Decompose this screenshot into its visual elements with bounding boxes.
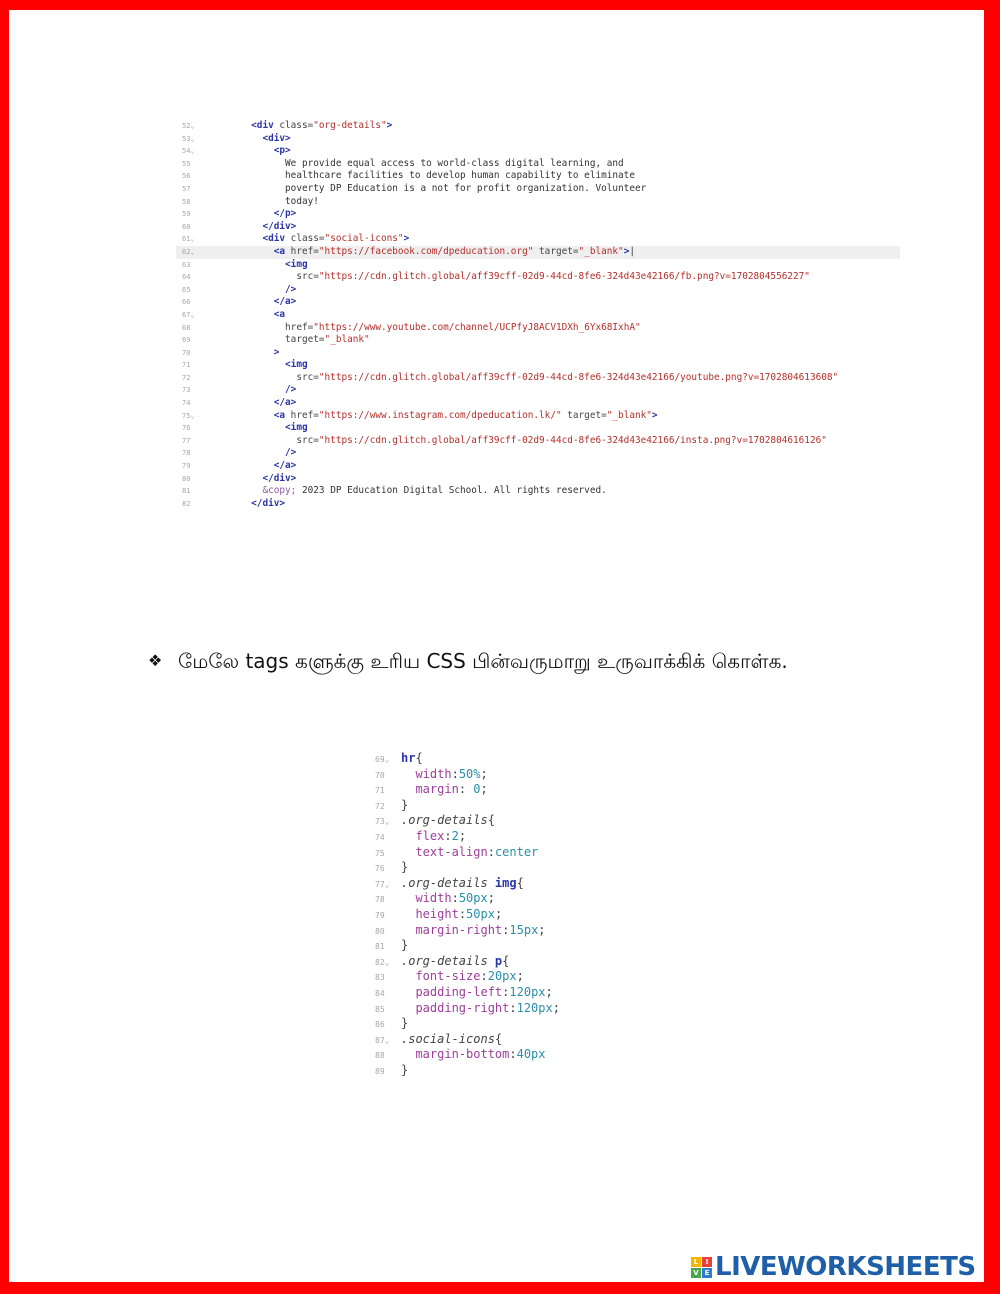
code-token: <p> xyxy=(273,145,291,157)
code-token: ; xyxy=(487,891,495,906)
line-number: 76 xyxy=(182,424,191,433)
code-token: class= xyxy=(285,233,325,245)
code-line xyxy=(373,876,633,892)
line-number: 83 xyxy=(375,973,385,983)
code-token: center xyxy=(494,844,539,859)
code-line xyxy=(176,447,900,460)
code-line xyxy=(176,296,900,309)
html-code-screenshot xyxy=(176,120,900,510)
code-line xyxy=(176,359,900,372)
code-token: </div> xyxy=(262,472,297,484)
line-number: 81 xyxy=(375,942,385,952)
line-number: 69 xyxy=(182,336,191,345)
code-line xyxy=(176,460,900,473)
code-line xyxy=(176,221,900,234)
code-token: img xyxy=(494,875,517,890)
code-line xyxy=(373,1016,633,1032)
code-line xyxy=(176,498,900,511)
code-line xyxy=(176,410,900,423)
code-token: .social-icons xyxy=(401,1031,495,1046)
code-token: { xyxy=(415,751,423,765)
line-number: 88 xyxy=(375,1051,385,1061)
code-token: } xyxy=(401,797,409,812)
code-line xyxy=(373,751,633,767)
code-token: href= xyxy=(285,245,319,257)
code-token: ; xyxy=(480,766,488,781)
line-number: 59 xyxy=(182,210,191,219)
code-token: : xyxy=(509,1047,517,1062)
code-token: </a> xyxy=(273,460,297,472)
code-token: href= xyxy=(285,321,314,333)
code-token: <div> xyxy=(262,132,291,144)
code-token: 2023 DP Education Digital School. All rights reserved. xyxy=(296,485,607,497)
code-token: } xyxy=(401,860,409,875)
code-token: "https://www.instagram.com/dpeducation.lk/" xyxy=(318,409,562,421)
code-token: : xyxy=(502,922,510,937)
code-line xyxy=(176,233,900,246)
code-token: 20px xyxy=(487,969,517,984)
code-token: target= xyxy=(533,245,579,257)
code-token: "https://cdn.glitch.global/aff39cff-02d9-44cd-8fe6-324d43e42166/youtube.png?v=1702804613608" xyxy=(318,371,839,383)
code-line xyxy=(373,907,633,923)
code-token: .org-details xyxy=(401,813,488,828)
code-token xyxy=(401,782,415,796)
code-token: "https://cdn.glitch.global/aff39cff-02d9-44cd-8fe6-324d43e42166/fb.png?v=1702804556227" xyxy=(318,271,810,283)
code-line xyxy=(373,985,633,1001)
code-token xyxy=(401,829,415,843)
code-token: > xyxy=(651,409,658,421)
code-token: ; xyxy=(480,782,488,797)
line-number: 78 xyxy=(375,895,385,905)
code-token: 50% xyxy=(458,766,481,781)
line-number: 82⌄ xyxy=(375,957,390,967)
code-token: text-align xyxy=(415,844,488,859)
line-number: 74 xyxy=(375,832,385,842)
code-token: } xyxy=(401,1062,409,1077)
line-number: 77⌄ xyxy=(375,879,390,889)
line-number: 84 xyxy=(375,988,385,998)
code-line xyxy=(176,435,900,448)
code-token: /> xyxy=(285,384,297,396)
code-token: { xyxy=(516,875,524,890)
line-number: 61⌄ xyxy=(182,235,195,244)
code-token: ; xyxy=(458,828,467,843)
code-token xyxy=(401,969,415,983)
line-number: 66 xyxy=(182,298,191,307)
code-token: } xyxy=(401,1016,409,1031)
code-token: : xyxy=(487,844,495,859)
code-token: 40px xyxy=(516,1047,546,1062)
line-number: 72 xyxy=(182,373,191,382)
code-token xyxy=(401,1047,415,1061)
logo-mark-tile: E xyxy=(702,1268,712,1278)
code-token: "https://cdn.glitch.global/aff39cff-02d9-44cd-8fe6-324d43e42166/insta.png?v=1702804616126" xyxy=(318,434,827,446)
code-line xyxy=(176,322,900,335)
code-line xyxy=(373,1032,633,1048)
code-token: | xyxy=(629,245,636,257)
line-number: 87⌄ xyxy=(375,1035,390,1045)
code-token: "_blank" xyxy=(578,245,624,257)
code-token: "https://www.youtube.com/channel/UCPfyJ8ACV1DXh_6Yx68IxhA" xyxy=(313,321,641,333)
logo-mark-tile: V xyxy=(691,1268,701,1278)
code-token: "_blank" xyxy=(324,334,370,346)
code-line xyxy=(373,891,633,907)
liveworksheets-logo-icon xyxy=(691,1257,712,1278)
code-token: <img xyxy=(285,258,308,270)
line-number: 76 xyxy=(375,864,385,874)
code-token: </p> xyxy=(273,208,297,220)
code-token: healthcare facilities to develop human capability to eliminate xyxy=(285,170,635,182)
line-number: 74 xyxy=(182,399,191,408)
code-token: class= xyxy=(273,120,314,131)
code-token: </a> xyxy=(273,296,297,308)
code-line xyxy=(373,923,633,939)
code-token: : xyxy=(451,766,459,781)
code-token: "org-details" xyxy=(313,120,387,131)
line-number: 73⌄ xyxy=(375,817,390,827)
code-line xyxy=(176,246,900,259)
code-token: /> xyxy=(285,283,297,295)
line-number: 53⌄ xyxy=(182,134,195,143)
logo-mark-tile: L xyxy=(691,1257,701,1267)
code-token: <div xyxy=(262,233,286,245)
code-token: <div xyxy=(251,120,274,131)
code-line xyxy=(176,384,900,397)
code-token: 15px xyxy=(509,922,539,937)
logo-text: LIVEWORKSHEETS xyxy=(715,1252,976,1282)
code-token: <img xyxy=(285,359,308,371)
code-line xyxy=(176,422,900,435)
code-token: "https://facebook.com/dpeducation.org" xyxy=(318,245,534,257)
code-token xyxy=(401,767,415,781)
line-number: 80 xyxy=(182,474,191,483)
code-line xyxy=(176,183,900,196)
css-code-screenshot xyxy=(373,751,633,1078)
code-token: ; xyxy=(552,1000,560,1015)
code-line xyxy=(176,372,900,385)
code-token: } xyxy=(401,938,409,953)
code-token: ; xyxy=(538,922,546,937)
code-token: ; xyxy=(516,969,524,984)
code-token: : xyxy=(480,969,488,984)
code-token: > xyxy=(273,346,280,358)
code-token: : xyxy=(444,828,452,843)
line-number: 71 xyxy=(375,786,385,796)
code-line xyxy=(373,798,633,814)
code-line xyxy=(176,170,900,183)
code-token: ; xyxy=(494,906,503,921)
code-token: "social-icons" xyxy=(324,233,404,245)
line-number: 77 xyxy=(182,436,191,445)
code-line xyxy=(373,860,633,876)
instruction-text: மேலே tags களுக்கு உரிய CSS பின்வருமாறு உருவாக்கிக் கொள்க. xyxy=(178,649,788,673)
line-number: 54⌄ xyxy=(182,147,195,156)
code-token: margin-bottom xyxy=(415,1047,510,1062)
line-number: 72 xyxy=(375,801,385,811)
code-token: { xyxy=(494,1031,503,1046)
code-line xyxy=(373,1047,633,1063)
code-token: 50px xyxy=(458,891,488,906)
line-number: 55 xyxy=(182,159,191,168)
line-number: 78 xyxy=(182,449,191,458)
code-token: &copy; xyxy=(262,485,297,497)
code-token: hr xyxy=(401,751,416,765)
code-token: 0 xyxy=(473,782,481,797)
code-token xyxy=(401,1001,415,1015)
code-line xyxy=(373,767,633,783)
code-token: today! xyxy=(285,195,319,207)
code-line xyxy=(176,485,900,498)
line-number: 60 xyxy=(182,222,191,231)
line-number: 70 xyxy=(182,348,191,357)
code-token: : xyxy=(502,984,510,999)
code-token: </a> xyxy=(273,397,297,409)
code-line xyxy=(176,309,900,322)
code-line xyxy=(176,284,900,297)
code-line xyxy=(176,473,900,486)
code-token xyxy=(401,907,415,921)
code-token: src= xyxy=(296,271,319,283)
code-token: poverty DP Education is a not for profit organization. Volunteer xyxy=(285,182,647,194)
code-token: 50px xyxy=(466,906,495,921)
code-token: target= xyxy=(561,409,607,421)
code-line xyxy=(176,158,900,171)
code-token: margin-right xyxy=(415,922,503,937)
code-line xyxy=(176,334,900,347)
code-token: height xyxy=(415,906,459,921)
diamond-bullet-icon: ❖ xyxy=(148,651,163,670)
line-number: 89 xyxy=(375,1066,385,1076)
line-number: 81 xyxy=(182,487,191,496)
line-number: 73 xyxy=(182,386,191,395)
code-line xyxy=(176,259,900,272)
line-number: 70 xyxy=(375,770,385,780)
code-token: : xyxy=(451,891,459,906)
line-number: 85 xyxy=(375,1004,385,1014)
code-token: width xyxy=(415,891,452,906)
code-token: > xyxy=(403,233,410,245)
code-token: padding-right xyxy=(415,1000,510,1015)
code-token: target= xyxy=(285,334,325,346)
line-number: 71 xyxy=(182,361,191,370)
code-line xyxy=(373,938,633,954)
code-token: <a xyxy=(273,409,286,421)
code-token: </div> xyxy=(251,497,286,509)
logo-mark-tile: I xyxy=(702,1257,712,1267)
code-token: href= xyxy=(285,409,319,421)
code-token: src= xyxy=(296,434,319,446)
code-line xyxy=(373,782,633,798)
code-line xyxy=(176,145,900,158)
line-number: 68 xyxy=(182,323,191,332)
code-token: : xyxy=(458,782,474,797)
code-token: width xyxy=(415,766,452,781)
code-token: .org-details xyxy=(401,875,495,890)
code-token: "_blank" xyxy=(606,409,652,421)
line-number: 80 xyxy=(375,926,385,936)
line-number: 62⌄ xyxy=(182,247,195,256)
code-token: > xyxy=(386,120,393,131)
code-token: : xyxy=(458,906,467,921)
code-token: > xyxy=(623,245,630,257)
line-number: 79 xyxy=(375,910,385,920)
code-token: <a xyxy=(273,308,286,320)
line-number: 69⌄ xyxy=(375,755,390,764)
line-number: 65 xyxy=(182,285,191,294)
line-number: 52⌄ xyxy=(182,122,195,130)
code-token xyxy=(401,891,415,905)
code-token: p xyxy=(494,953,503,968)
code-line xyxy=(176,397,900,410)
line-number: 67⌄ xyxy=(182,310,195,319)
line-number: 82 xyxy=(182,499,191,508)
code-line xyxy=(373,954,633,970)
code-line xyxy=(176,133,900,146)
code-token: <img xyxy=(285,422,308,434)
instruction xyxy=(148,645,908,677)
code-line xyxy=(373,969,633,985)
code-token: <a xyxy=(273,245,286,257)
code-token xyxy=(401,923,415,937)
code-line xyxy=(373,829,633,845)
code-token: { xyxy=(487,813,495,828)
code-token: .org-details xyxy=(401,953,495,968)
code-token: /> xyxy=(285,447,297,459)
line-number: 56 xyxy=(182,172,191,181)
code-token: src= xyxy=(296,371,319,383)
line-number: 57 xyxy=(182,184,191,193)
code-line xyxy=(373,1001,633,1017)
code-token: We provide equal access to world-class digital learning, and xyxy=(285,157,624,169)
code-token xyxy=(401,985,415,999)
code-line xyxy=(373,813,633,829)
line-number: 79 xyxy=(182,462,191,471)
liveworksheets-logo[interactable] xyxy=(691,1253,976,1281)
line-number: 63 xyxy=(182,260,191,269)
code-token: ; xyxy=(545,984,553,999)
line-number: 86 xyxy=(375,1020,385,1030)
line-number: 75 xyxy=(375,848,385,858)
code-token: 120px xyxy=(516,1000,553,1015)
code-line xyxy=(176,196,900,209)
code-token: font-size xyxy=(415,969,481,984)
code-token: 120px xyxy=(509,984,546,999)
code-token: { xyxy=(502,953,510,968)
code-token xyxy=(401,845,415,859)
code-line xyxy=(176,120,900,133)
code-token: margin xyxy=(415,782,459,797)
line-number: 64 xyxy=(182,273,191,282)
line-number: 58 xyxy=(182,197,191,206)
code-line xyxy=(373,845,633,861)
code-token: padding-left xyxy=(415,984,503,999)
code-token: : xyxy=(509,1000,517,1015)
code-line xyxy=(176,347,900,360)
code-token: </div> xyxy=(262,220,297,232)
code-line xyxy=(373,1063,633,1079)
code-token: 2 xyxy=(451,828,459,843)
line-number: 75⌄ xyxy=(182,411,195,420)
code-line xyxy=(176,208,900,221)
code-line xyxy=(176,271,900,284)
code-token: flex xyxy=(415,828,445,843)
